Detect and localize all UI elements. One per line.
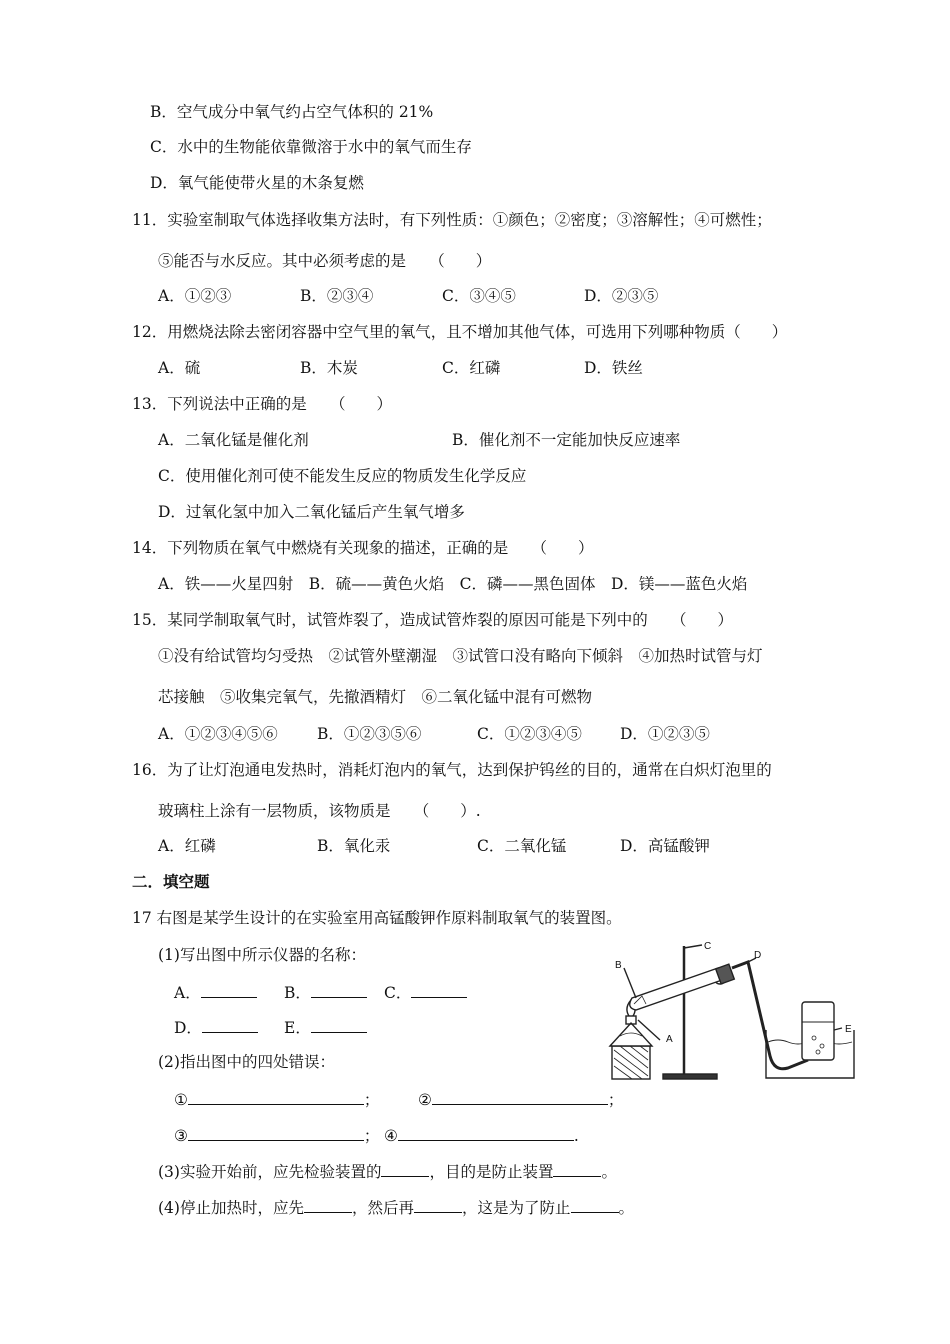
label-d: D． xyxy=(174,1019,202,1037)
delivery-tube xyxy=(732,962,808,1069)
q17-error-4 xyxy=(384,1124,579,1146)
q11-option-b: B．②③④ xyxy=(300,287,374,305)
q17-answer-e xyxy=(284,1016,367,1038)
q12-stem: 12．用燃烧法除去密闭容器中空气里的氧气，且不增加其他气体，可选用下列哪种物质（ ） xyxy=(132,323,788,341)
part4-text-c: ，这是为了防止 xyxy=(461,1199,571,1217)
q12-option-a: A．硫 xyxy=(158,359,201,377)
q13-stem: 13．下列说法中正确的是 （ ） xyxy=(132,395,392,413)
part4-text-d: 。 xyxy=(618,1199,635,1217)
q12-option-d: D．铁丝 xyxy=(584,359,643,377)
figure-label-a: A xyxy=(666,1034,673,1045)
q13-option-a: A．二氧化锰是催化剂 xyxy=(158,431,309,449)
q14-options: A．铁——火星四射 B．硫——黄色火焰 C．磷——黑色固体 D．镁——蓝色火焰 xyxy=(158,575,748,593)
q14-stem: 14．下列物质在氧气中燃烧有关现象的描述，正确的是 （ ） xyxy=(132,539,594,557)
figure-label-d: D xyxy=(754,950,762,961)
semicolon: ； xyxy=(607,1091,624,1109)
q17-part3 xyxy=(158,1160,617,1182)
q17-answer-c xyxy=(384,981,467,1003)
part4-blank-2[interactable] xyxy=(414,1196,462,1213)
answer-blank-e[interactable] xyxy=(311,1016,367,1033)
circle-number-2: ② xyxy=(418,1091,432,1109)
q11-option-a: A．①②③ xyxy=(158,287,232,305)
q16-stem-line1: 16．为了让灯泡通电发热时，消耗灯泡内的氧气，达到保护钨丝的目的，通常在白炽灯泡里的 xyxy=(132,761,772,779)
circle-number-4: ④ xyxy=(384,1127,398,1145)
q13-option-d: D．过氧化氢中加入二氧化锰后产生氧气增多 xyxy=(158,503,465,521)
semicolon: ； xyxy=(363,1091,380,1109)
circle-number-1: ① xyxy=(174,1091,188,1109)
q11-option-d: D．②③⑤ xyxy=(584,287,659,305)
test-tube xyxy=(630,968,722,1010)
q17-error-1 xyxy=(174,1088,379,1110)
q15-option-d: D．①②③⑤ xyxy=(620,725,710,743)
q17-stem: 17 右图是某学生设计的在实验室用高锰酸钾作原料制取氧气的装置图。 xyxy=(132,909,622,927)
answer-blank-d[interactable] xyxy=(202,1016,258,1033)
block-hatch xyxy=(614,1046,648,1079)
part3-text-c: 。 xyxy=(601,1163,617,1181)
part3-text-b: ，目的是防止装置 xyxy=(429,1163,554,1181)
pointer-line-e xyxy=(834,1028,842,1030)
error-blank-2[interactable] xyxy=(432,1088,608,1105)
answer-blank-c[interactable] xyxy=(411,981,467,998)
q15-option-b: B．①②③⑤⑥ xyxy=(317,725,422,743)
q10-option-c: C．水中的生物能依靠微溶于水中的氧气而生存 xyxy=(150,138,472,156)
pointer-line-b xyxy=(624,968,636,998)
q16-option-b: B．氧化汞 xyxy=(317,837,391,855)
q16-stem-line2: 玻璃柱上涂有一层物质，该物质是 （ ）. xyxy=(158,802,481,820)
label-a: A． xyxy=(174,984,201,1002)
section-title: 二．填空题 xyxy=(132,873,210,891)
figure-label-b: B xyxy=(615,960,622,971)
part4-text-b: ，然后再 xyxy=(351,1199,414,1217)
q11-option-c: C．③④⑤ xyxy=(442,287,516,305)
label-e: E． xyxy=(284,1019,311,1037)
gas-bottle xyxy=(802,1002,834,1060)
part3-text-a: (3)实验开始前，应先检验装置的 xyxy=(158,1163,382,1181)
answer-blank-a[interactable] xyxy=(201,981,257,998)
q10-option-d: D．氧气能使带火星的木条复燃 xyxy=(150,174,364,192)
q16-option-d: D．高锰酸钾 xyxy=(620,837,710,855)
error-blank-4[interactable] xyxy=(398,1124,574,1141)
q17-part4 xyxy=(158,1196,634,1218)
figure-label-c: C xyxy=(704,941,712,952)
q17-error-3 xyxy=(174,1124,379,1146)
circle-number-3: ③ xyxy=(174,1127,188,1145)
q11-stem-line2: ⑤能否与水反应。其中必须考虑的是 （ ） xyxy=(158,252,492,270)
q10-option-b: B．空气成分中氧气约占空气体积的 21% xyxy=(150,103,434,121)
q13-option-b: B．催化剂不一定能加快反应速率 xyxy=(452,431,681,449)
label-c: C． xyxy=(384,984,412,1002)
figure-label-e: E xyxy=(845,1024,852,1035)
q13-option-c: C．使用催化剂可使不能发生反应的物质发生化学反应 xyxy=(158,467,527,485)
q17-answer-b xyxy=(284,981,367,1003)
semicolon: ； xyxy=(363,1127,380,1145)
label-b: B． xyxy=(284,984,311,1002)
q15-option-a: A．①②③④⑤⑥ xyxy=(158,725,278,743)
q11-stem-line1: 11．实验室制取气体选择收集方法时，有下列性质：①颜色；②密度；③溶解性；④可燃性； xyxy=(132,211,772,229)
q16-option-a: A．红磷 xyxy=(158,837,216,855)
q16-option-c: C．二氧化锰 xyxy=(477,837,567,855)
q17-part2: (2)指出图中的四处错误： xyxy=(158,1053,335,1071)
part4-blank-1[interactable] xyxy=(304,1196,352,1213)
period: . xyxy=(573,1127,579,1145)
oxygen-apparatus-diagram xyxy=(598,938,860,1090)
q15-stem: 15．某同学制取氧气时，试管炸裂了，造成试管炸裂的原因可能是下列中的 （ ） xyxy=(132,611,733,629)
q12-option-b: B．木炭 xyxy=(300,359,358,377)
part3-blank-1[interactable] xyxy=(381,1160,429,1177)
error-blank-3[interactable] xyxy=(188,1124,364,1141)
q17-part1: (1)写出图中所示仪器的名称： xyxy=(158,946,366,964)
part4-blank-3[interactable] xyxy=(571,1196,619,1213)
q12-option-c: C．红磷 xyxy=(442,359,501,377)
answer-blank-b[interactable] xyxy=(311,981,367,998)
q15-option-c: C．①②③④⑤ xyxy=(477,725,582,743)
q17-error-2 xyxy=(418,1088,623,1110)
q17-answer-d xyxy=(174,1016,258,1038)
part3-blank-2[interactable] xyxy=(553,1160,601,1177)
part4-text-a: (4)停止加热时，应先 xyxy=(158,1199,304,1217)
stand-base xyxy=(663,1074,717,1079)
q17-answer-a xyxy=(174,981,257,1003)
q15-causes-line1: ①没有给试管均匀受热 ②试管外壁潮湿 ③试管口没有略向下倾斜 ④加热时试管与灯 xyxy=(158,647,763,665)
pointer-line-c xyxy=(684,945,702,948)
q15-causes-line2: 芯接触 ⑤收集完氧气，先撤酒精灯 ⑥二氧化锰中混有可燃物 xyxy=(158,688,593,706)
error-blank-1[interactable] xyxy=(188,1088,364,1105)
